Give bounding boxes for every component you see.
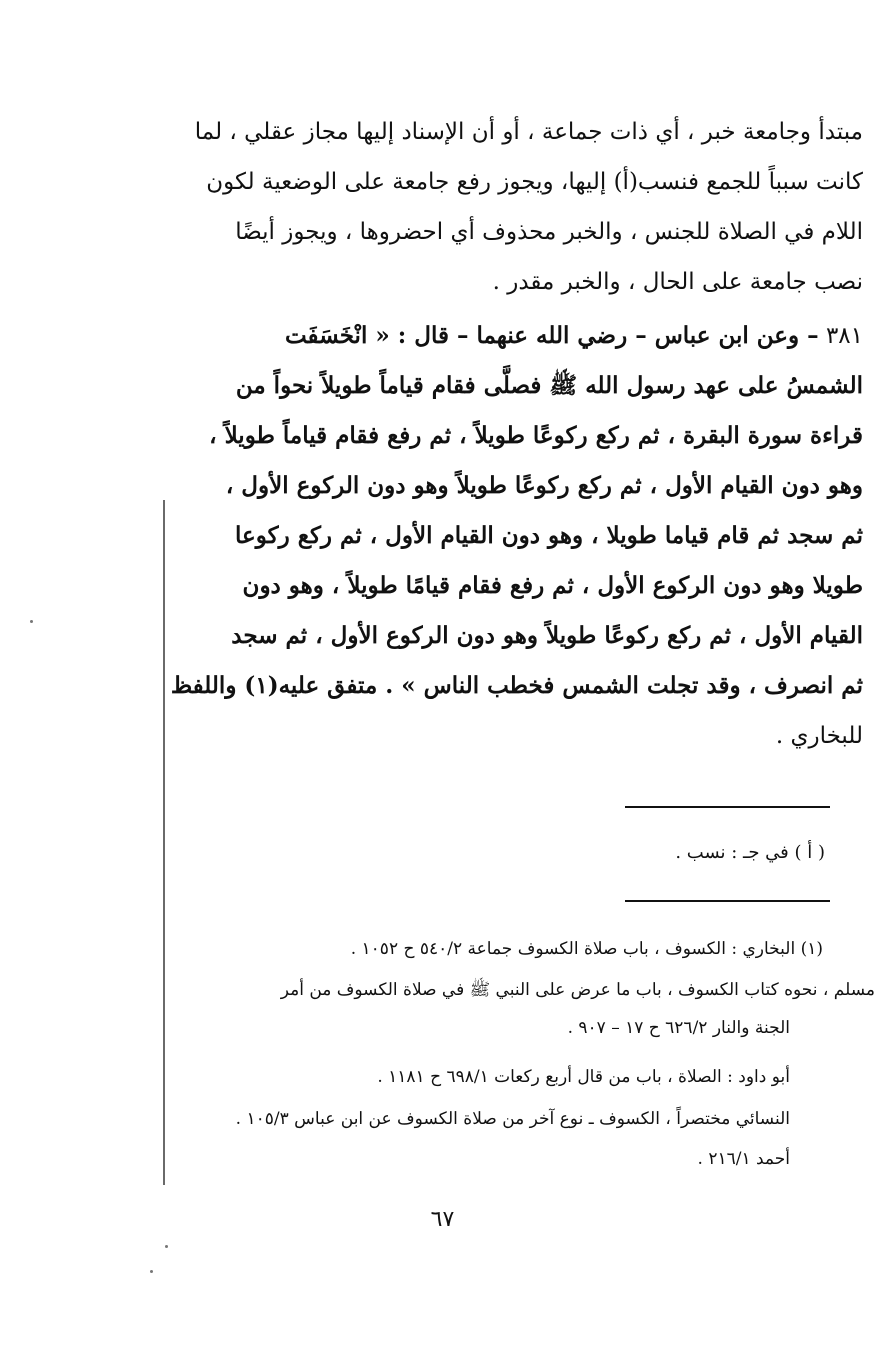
intro-line: كانت سبباً للجمع فنسب(أ) إليها، ويجوز رفع جامعة على الوضعية لكون [206,169,863,195]
intro-line: مبتدأ وجامعة خبر ، أي ذات جماعة ، أو أن الإسناد إليها مجاز عقلي ، لما [194,119,863,145]
variant-note: ( أ ) في جـ : نسب . [675,842,825,863]
footnote-line: أبو داود : الصلاة ، باب من قال أربع ركعات ٦٩٨/١ ح ١١٨١ . [377,1067,790,1087]
hadith-paragraph [157,312,863,782]
separator-rule [625,806,830,808]
footnote-line: أحمد ٢١٦/١ . [697,1149,790,1169]
intro-line: اللام في الصلاة للجنس ، والخبر محذوف أي احضروها ، ويجوز أيضًا [235,219,863,245]
hadith-line: ثم انصرف ، وقد تجلت الشمس فخطب الناس » . متفق عليه(١) واللفظ [170,672,863,699]
hadith-line: طويلا وهو دون الركوع الأول ، ثم رفع فقام قيامًا طويلاً ، وهو دون [242,572,863,599]
page-number: ٦٧ [430,1207,455,1232]
scan-margin-line [163,500,165,1185]
hadith-line: للبخاري . [775,723,863,749]
hadith-first-line-text: – وعن ابن عباس – رضي الله عنهما – قال : « انْخَسَفَت [284,322,819,349]
hadith-line: الشمسُ على عهد رسول الله ﷺ فصلَّى فقام قياماً طويلاً نحواً من [235,372,863,399]
hadith-line: القيام الأول ، ثم ركع ركوعًا طويلاً وهو دون الركوع الأول ، ثم سجد [231,622,863,649]
intro-paragraph [157,108,863,308]
separator-rule [625,900,830,902]
hadith-number: ٣٨١ [825,323,863,349]
footnote-line: (١) البخاري : الكسوف ، باب صلاة الكسوف جماعة ٥٤٠/٢ ح ١٠٥٢ . [350,939,823,959]
scan-dot [165,1245,168,1248]
hadith-first-line [157,312,863,360]
footnote-line: النسائي مختصراً ، الكسوف ـ نوع آخر من صلاة الكسوف عن ابن عباس ١٠٥/٣ . [235,1109,790,1129]
hadith-line: ثم سجد ثم قام قياما طويلا ، وهو دون القيام الأول ، ثم ركع ركوعا [235,522,863,549]
footnote-line: مسلم ، نحوه كتاب الكسوف ، باب ما عرض على النبي ﷺ في صلاة الكسوف من أمر [280,980,875,1000]
hadith-line: وهو دون القيام الأول ، ثم ركع ركوعًا طويلاً وهو دون الركوع الأول ، [225,472,863,499]
footnote-line: الجنة والنار ٦٢٦/٢ ح ١٧ – ٩٠٧ . [567,1018,790,1038]
hadith-line: قراءة سورة البقرة ، ثم ركع ركوعًا طويلاً ، ثم رفع فقام قياماً طويلاً ، [209,422,863,449]
intro-line: نصب جامعة على الحال ، والخبر مقدر . [492,269,863,295]
scan-dot [150,1270,153,1273]
scan-dot [30,620,33,623]
